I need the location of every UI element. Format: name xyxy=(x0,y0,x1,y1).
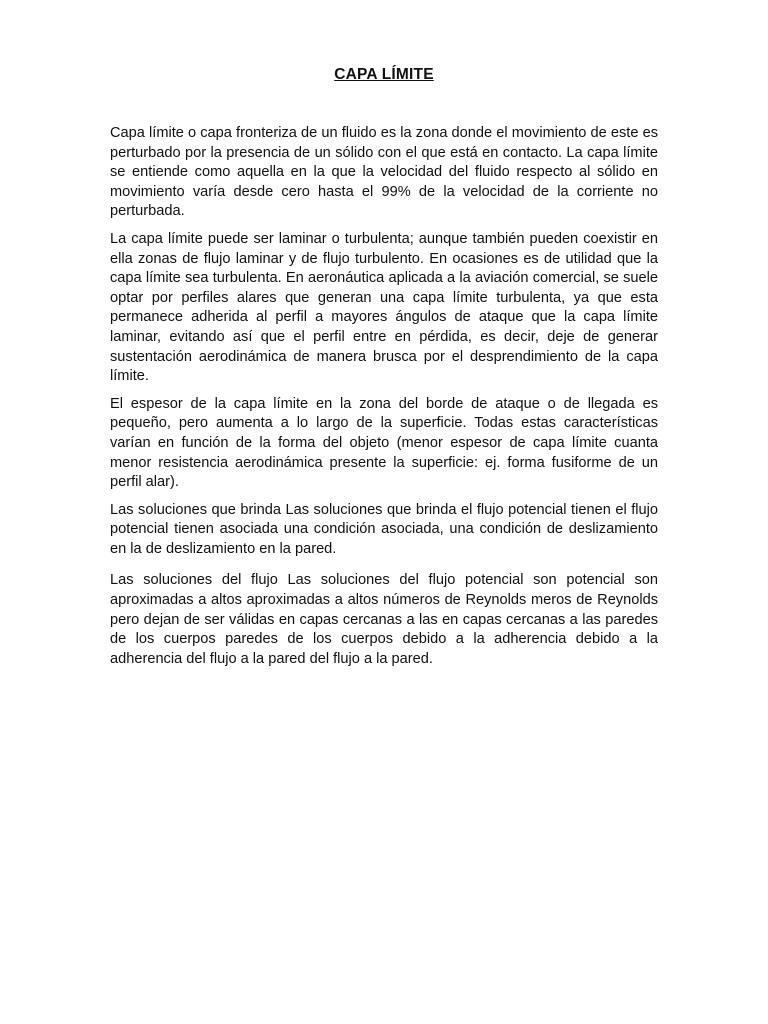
paragraph-potential-flow-slip: Las soluciones que brinda Las soluciones que brinda el flujo potencial tienen el flujo potencial tienen asociada una condición asociada, una condición de deslizamiento en la de deslizamiento en la pared. xyxy=(110,501,658,557)
paragraph-potential-flow-reynolds: Las soluciones del flujo Las soluciones del flujo potencial son potencial son aproximadas a altos aproximadas a altos números de Reynolds meros de Reynolds pero dejan de ser válidas en capas cercanas a las en capas cercanas a las paredes de los cuerpos paredes de los cuerpos debido a la adherencia debido a la adherencia del flujo a la pared del flujo a la pared. xyxy=(110,572,658,667)
paragraph-thickness: El espesor de la capa límite en la zona del borde de ataque o de llegada es pequeño, pero aumenta a lo largo de la superficie. Todas estas características varían en función de la forma del objeto (menor espesor de capa límite cuanta menor resistencia aerodinámica presente la superficie: ej. forma fusiforme de un perfil alar). xyxy=(110,395,658,491)
paragraph-laminar-turbulent: La capa límite puede ser laminar o turbulenta; aunque también pueden coexistir en ella zonas de flujo laminar y de flujo turbulento. En ocasiones es de utilidad que la capa límite sea turbulenta. En aeronáutica aplicada a la aviación comercial, se suele optar por perfiles alares que generan una capa límite turbulenta, ya que esta permanece adherida al perfil a mayores ángulos de ataque que la capa límite laminar, evitando así que el perfil entre en pérdida, es decir, deje de generar sustentación aerodinámica de manera brusca por el desprendimiento de la capa límite. xyxy=(110,230,658,385)
paragraph-definition: Capa límite o capa fronteriza de un fluido es la zona donde el movimiento de este es perturbado por la presencia de un sólido con el que está en contacto. La capa límite se entiende como aquella en la que la velocidad del fluido respecto al sólido en movimiento varía desde cero hasta el 99% de la velocidad de la corriente no perturbada. xyxy=(110,125,658,220)
document-title: CAPA LÍMITE xyxy=(334,66,434,83)
document-body xyxy=(110,124,658,677)
